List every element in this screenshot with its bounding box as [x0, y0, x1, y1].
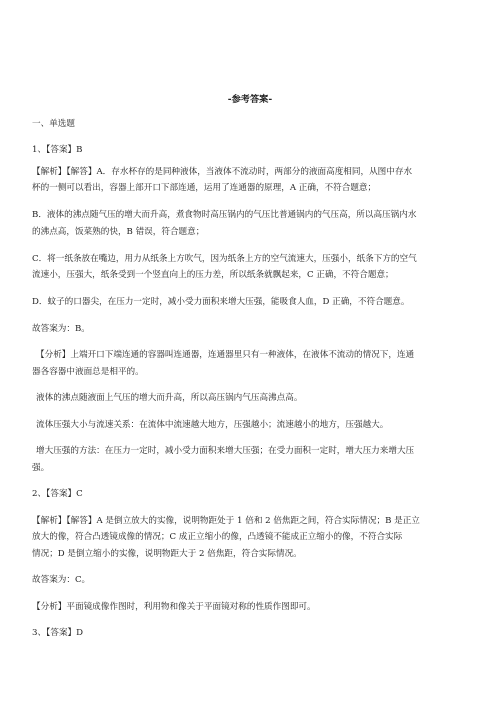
q1-summary-line: 流体压强大小与流速关系：在流体中流速越大地方，压强越小；流速越小的地方，压强越大。: [36, 420, 389, 430]
q2-conclusion: 故答案为：C。: [32, 575, 91, 585]
q3-answer: 3、【答案】D: [32, 628, 84, 638]
q1-analysis-line: 【解析】【解答】A．存水杯存的是同种液体，当液体不流动时，两部分的液面高度相同，从图中存水: [32, 167, 413, 177]
q1-summary-line: 增大压强的方法：在压力一定时，减小受力面积来增大压强；在受力面积一定时，增大压力来增大压: [36, 446, 415, 456]
section-heading: 一、单选题: [32, 119, 75, 129]
q2-analysis-line: 情况；D 是倒立缩小的实像，说明物距大于 2 倍焦距，符合实际情况。: [32, 549, 302, 559]
q1-option-b-line: 的沸点高，饭菜熟的快，B 错误，符合题意；: [32, 227, 205, 237]
q2-answer: 2、【答案】C: [32, 489, 83, 499]
q2-analysis-line: 放大的像，符合凸透镜成像的情况；C 成正立缩小的像，凸透镜不能成正立缩小的像，不符合实际: [32, 532, 403, 542]
q1-option-c-line: C．将一纸条放在嘴边，用力从纸条上方吹气，因为纸条上方的空气流速大，压强小，纸条下方的空气: [32, 254, 417, 264]
q1-conclusion: 故答案为：B。: [32, 324, 90, 334]
q1-option-d-line: D．蚊子的口器尖，在压力一定时，减小受力面积来增大压强，能吸食人血，D 正确，不符合题意。: [32, 297, 410, 307]
q1-option-b-line: B．液体的沸点随气压的增大而升高，煮食物时高压锅内的气压比普通锅内的气压高，所以高压锅内水: [32, 210, 417, 220]
q1-answer: 1、【答案】B: [32, 145, 83, 155]
q1-analysis-line: 杯的一侧可以看出，容器上部开口下部连通，运用了连通器的原理，A 正确，不符合题意；: [32, 183, 377, 193]
page-title: -参考答案-: [227, 94, 273, 105]
q1-summary-line: 器各容器中液面总是相平的。: [32, 367, 144, 377]
q1-option-c-line: 流速小，压强大，纸条受到一个竖直向上的压力差，所以纸条就飘起来，C 正确，不符合题意；: [32, 270, 394, 280]
q1-summary-line: 液体的沸点随液面上气压的增大而升高，所以高压锅内气压高沸点高。: [36, 393, 303, 403]
q2-summary-line: 【分析】平面镜成像作图时，利用物和像关于平面镜对称的性质作图即可。: [32, 602, 316, 612]
q2-analysis-line: 【解析】【解答】A 是倒立放大的实像，说明物距处于 1 倍和 2 倍焦距之间，符合实际情况；B 是正立: [32, 516, 420, 526]
q1-summary-line: 强。: [32, 463, 50, 473]
q1-summary-line: 【分析】上端开口下端连通的容器叫连通器，连通器里只有一种液体，在液体不流动的情况下，连通: [36, 350, 415, 360]
